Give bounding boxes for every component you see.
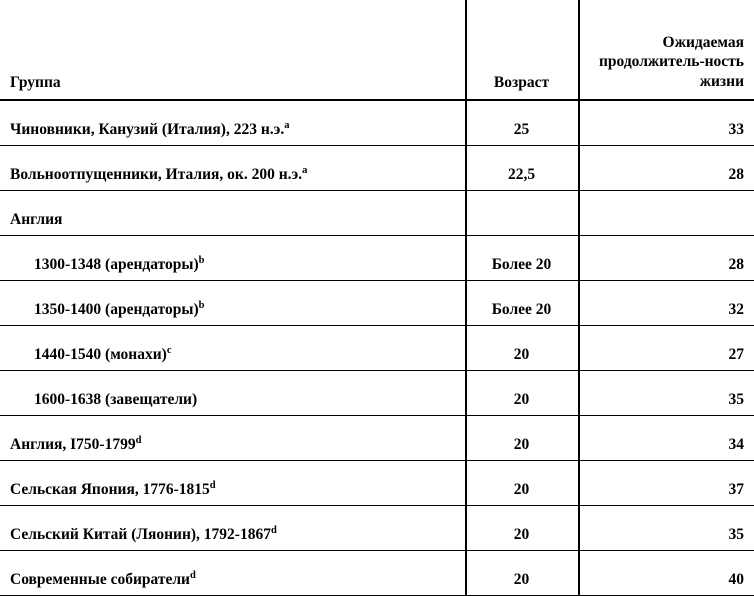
- cell-group: [0, 236, 466, 281]
- header-age: Возраст: [466, 0, 579, 100]
- group-label: Сельский Китай (Ляонин), 1792-1867: [10, 526, 271, 543]
- cell-age: 20: [466, 416, 579, 461]
- group-footnote-marker: d: [270, 524, 277, 536]
- group-label: 1440-1540 (монахи): [34, 346, 167, 363]
- group-footnote-marker: c: [166, 344, 172, 356]
- table-row: [0, 236, 754, 281]
- cell-age: 25: [466, 100, 579, 146]
- group-label: Вольноотпущенники, Италия, ок. 200 н.э.: [10, 166, 303, 183]
- cell-age: 20: [466, 326, 579, 371]
- cell-life: 28: [579, 236, 754, 281]
- table-row: [0, 371, 754, 416]
- group-footnote-marker: b: [198, 299, 205, 311]
- table-header-row: [0, 0, 754, 100]
- cell-group: [0, 506, 466, 551]
- group-label: 1600-1638 (завещатели): [34, 391, 198, 408]
- cell-life: 32: [579, 281, 754, 326]
- table-row: [0, 551, 754, 596]
- table-row-section: [0, 191, 754, 236]
- table-row: [0, 146, 754, 191]
- cell-life: [579, 191, 754, 236]
- cell-age: Более 20: [466, 281, 579, 326]
- group-footnote-marker: a: [284, 119, 290, 131]
- cell-group: [0, 100, 466, 146]
- cell-group: [0, 281, 466, 326]
- cell-group: [0, 326, 466, 371]
- cell-life: 40: [579, 551, 754, 596]
- cell-group: [0, 551, 466, 596]
- cell-age: Более 20: [466, 236, 579, 281]
- group-label: Современные собиратели: [10, 571, 190, 588]
- header-group: Группа: [0, 0, 466, 100]
- cell-age: 22,5: [466, 146, 579, 191]
- group-footnote-marker: d: [189, 569, 196, 581]
- cell-group: [0, 461, 466, 506]
- cell-life: 27: [579, 326, 754, 371]
- group-label: Англия: [10, 211, 63, 228]
- table-row: [0, 281, 754, 326]
- table-row: [0, 461, 754, 506]
- table-row: [0, 100, 754, 146]
- group-footnote-marker: a: [302, 164, 308, 176]
- cell-life: 35: [579, 371, 754, 416]
- cell-life: 37: [579, 461, 754, 506]
- cell-life: 34: [579, 416, 754, 461]
- group-label: 1350-1400 (арендаторы): [34, 301, 199, 318]
- group-footnote-marker: b: [198, 254, 205, 266]
- cell-group: [0, 191, 466, 236]
- table-row: [0, 416, 754, 461]
- cell-group: [0, 146, 466, 191]
- group-footnote-marker: d: [209, 479, 216, 491]
- group-label: Сельская Япония, 1776-1815: [10, 481, 210, 498]
- group-label: 1300-1348 (арендаторы): [34, 256, 199, 273]
- table-row: [0, 506, 754, 551]
- cell-life: 28: [579, 146, 754, 191]
- cell-group: [0, 416, 466, 461]
- cell-group: [0, 371, 466, 416]
- cell-age: 20: [466, 371, 579, 416]
- cell-age: [466, 191, 579, 236]
- header-life-expectancy: Ожидаемая продолжитель-ность жизни: [579, 0, 754, 100]
- table-row: [0, 326, 754, 371]
- group-label: Чиновники, Канузий (Италия), 223 н.э.: [10, 121, 285, 138]
- cell-life: 33: [579, 100, 754, 146]
- cell-life: 35: [579, 506, 754, 551]
- cell-age: 20: [466, 506, 579, 551]
- group-footnote-marker: d: [135, 434, 142, 446]
- group-label: Англия, I750-1799: [10, 436, 136, 453]
- cell-age: 20: [466, 461, 579, 506]
- cell-age: 20: [466, 551, 579, 596]
